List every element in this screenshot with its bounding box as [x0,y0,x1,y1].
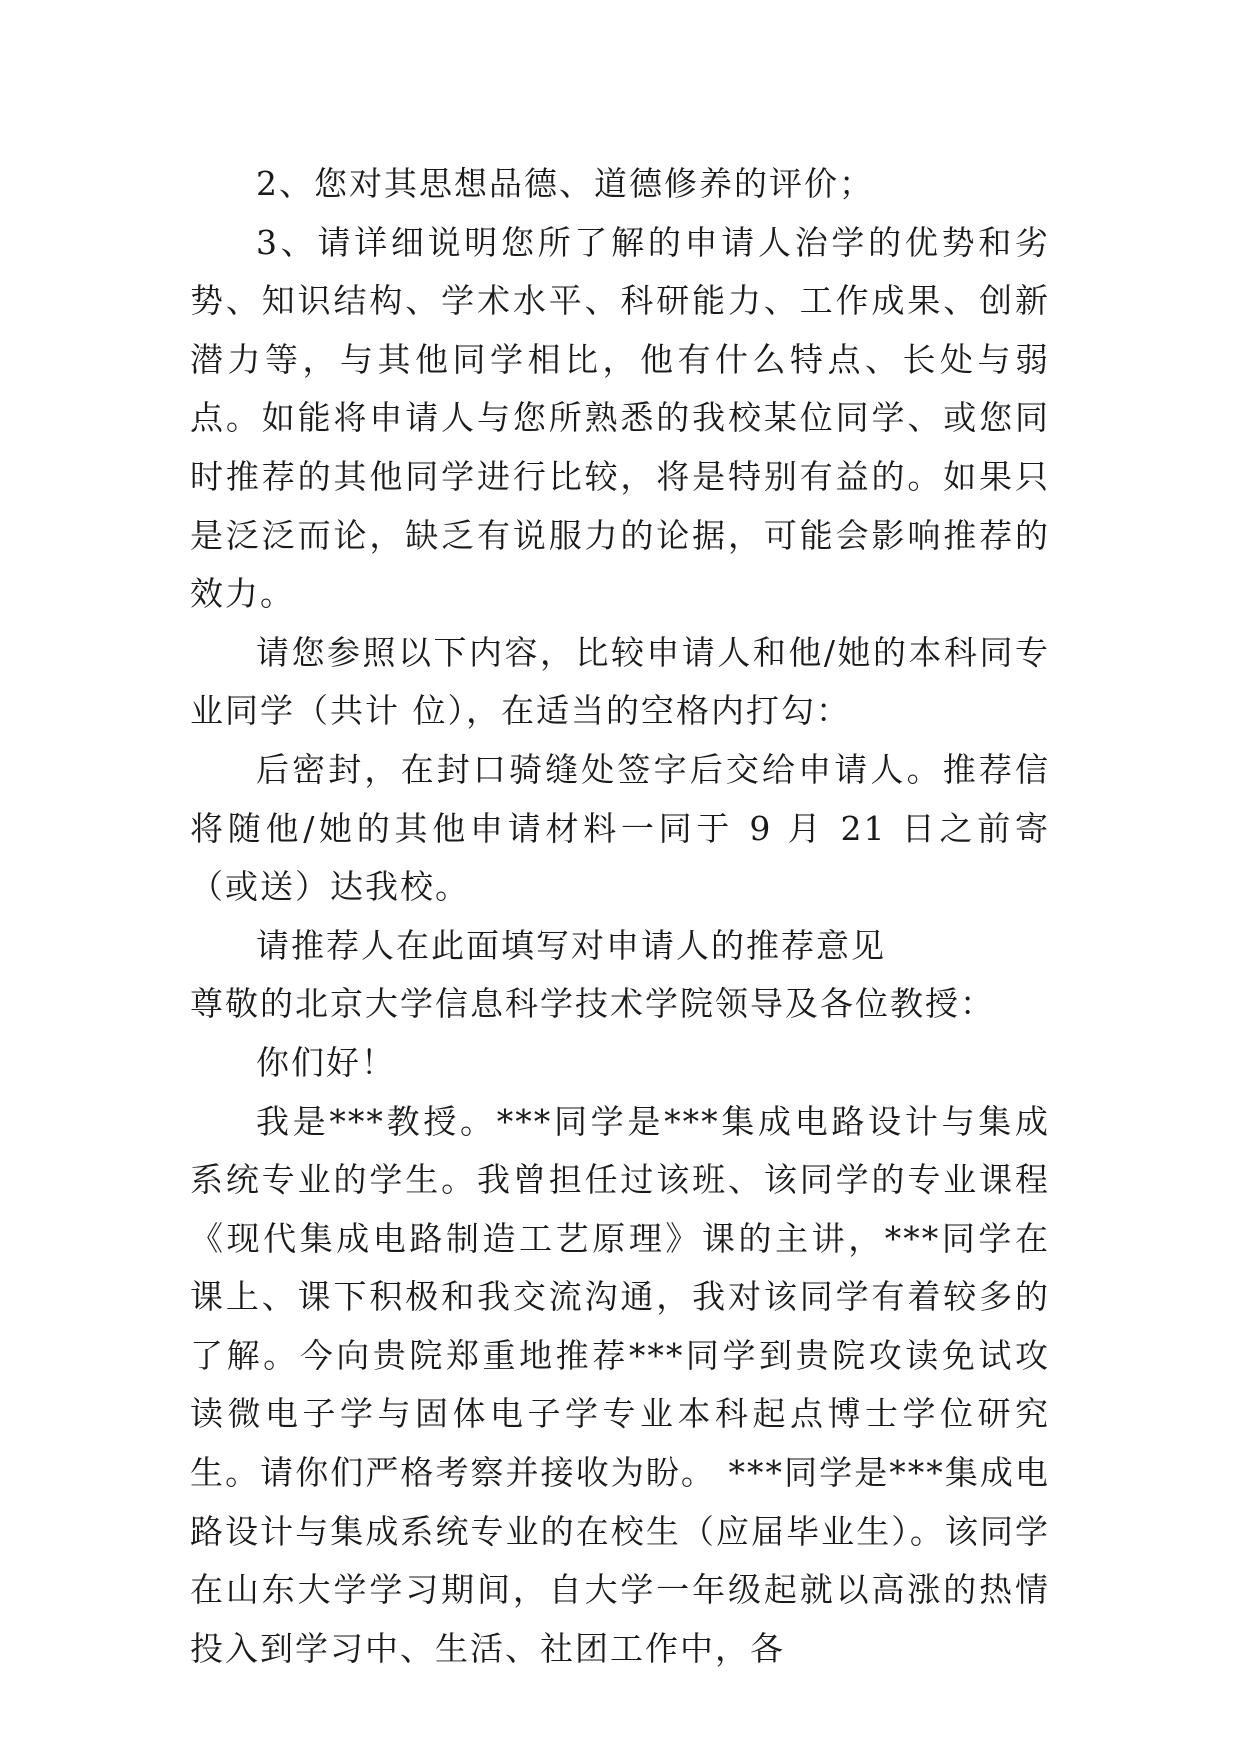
paragraph-comparison-instruction: 请您参照以下内容，比较申请人和他/她的本科同专业同学（共计 位），在适当的空格内打勾： [190,632,1050,731]
paragraph-sealing-instruction: 后密封，在封口骑缝处签字后交给申请人。推荐信将随他/她的其他申请材料一同于 9 月 21 日之前寄（或送）达我校。 [190,749,1050,907]
paragraph-recommender-note: 请推荐人在此面填写对申请人的推荐意见 [256,925,886,965]
letter-greeting: 你们好！ [256,1042,396,1082]
paragraph-evaluation-moral: 2、您对其思想品德、道德修养的评价； [256,164,874,203]
paragraph-evaluation-academic: 3、请详细说明您所了解的申请人治学的优势和劣势、知识结构、学术水平、科研能力、工作成果、创新潜力等，与其他同学相比，他有什么特点、长处与弱点。如能将申请人与您所熟悉的我校某位同学、或您同时推荐的其他同学进行比较，将是特别有益的。如果只是泛泛而论，缺乏有说服力的论据，可能会影响推荐的效力。 [190,222,1050,614]
document-body [190,155,1050,1678]
letter-body: 我是***教授。***同学是***集成电路设计与集成系统专业的学生。我曾担任过该班、该同学的专业课程《现代集成电路制造工艺原理》课的主讲，***同学在课上、课下积极和我交流沟通，我对该同学有着较多的了解。今向贵院郑重地推荐***同学到贵院攻读免试攻读微电子学与固体电子学专业本科起点博士学位研究生。请你们严格考察并接收为盼。 ***同学是***集成电路设计与集成系统专业的在校生（应届毕业生）。该同学在山东大学学习期间，自大学一年级起就以高涨的热情投入到学习中、生活、社团工作中，各 [190,1101,1050,1668]
letter-salutation: 尊敬的北京大学信息科学技术学院领导及各位教授： [190,984,995,1024]
